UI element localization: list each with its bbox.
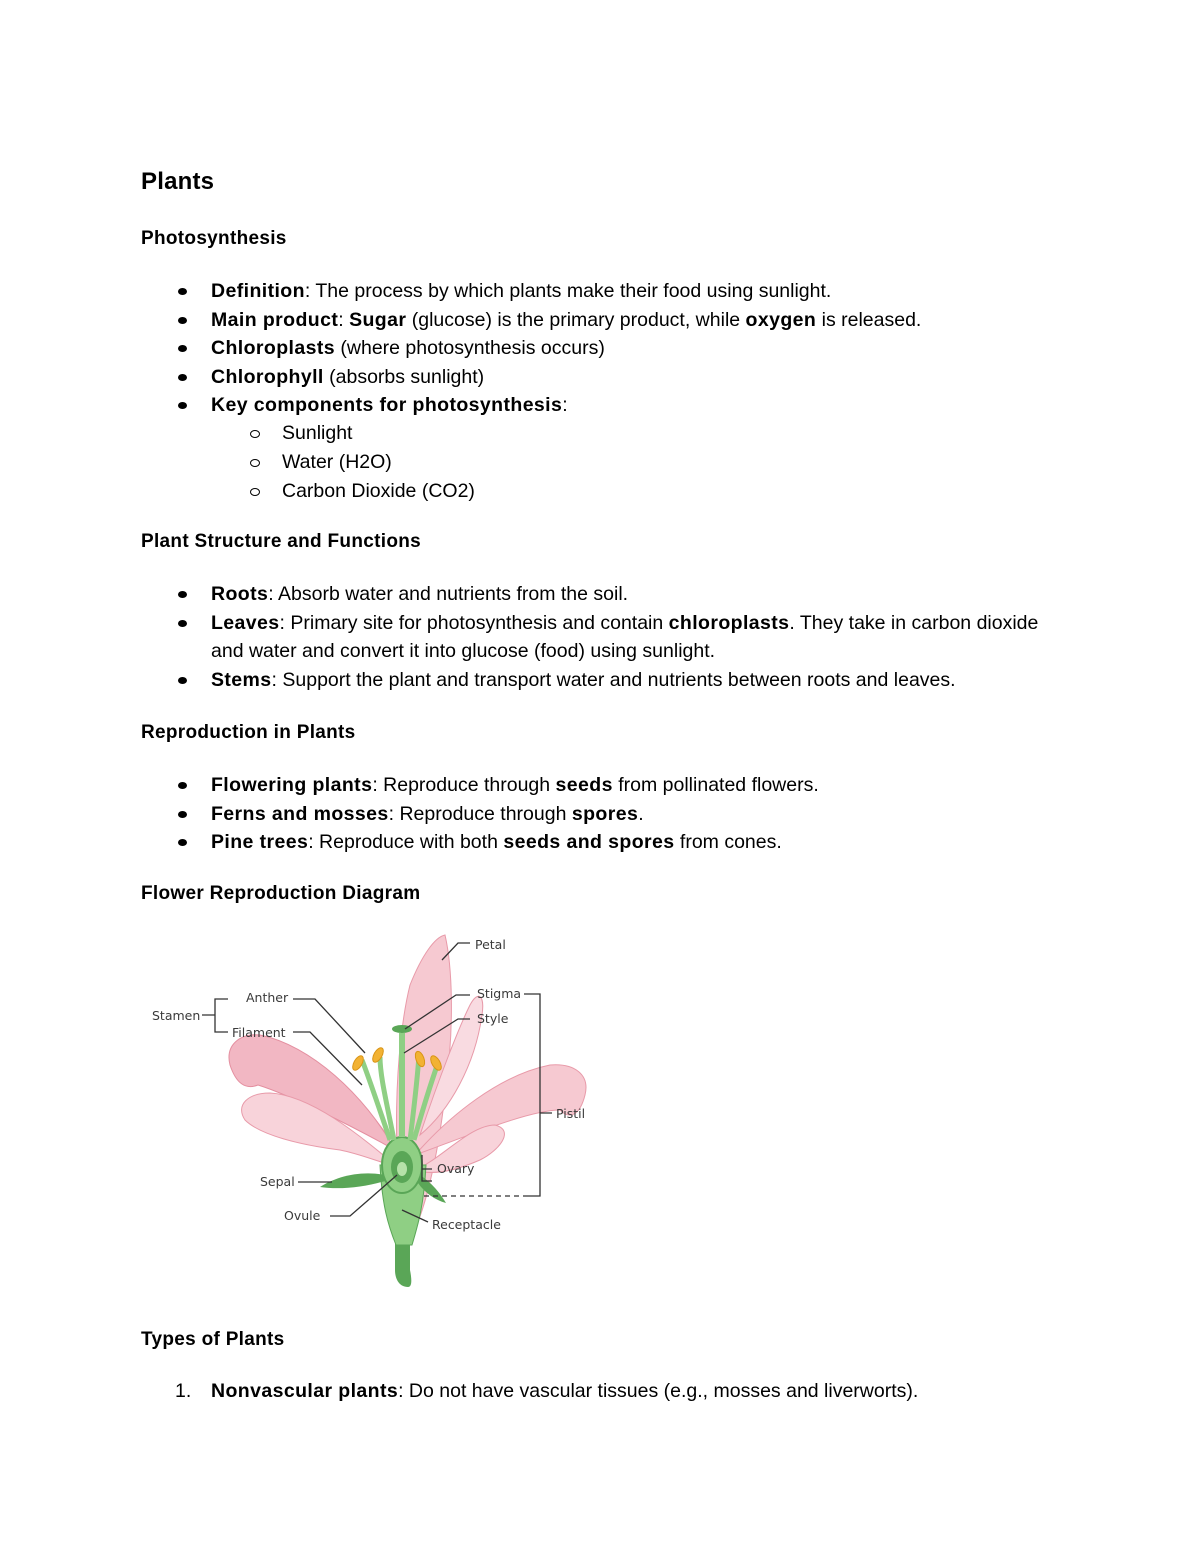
- diagram-heading: Flower Reproduction Diagram: [141, 883, 421, 904]
- label-ovary: Ovary: [437, 1161, 475, 1176]
- structure-heading: Plant Structure and Functions: [141, 531, 421, 552]
- label-stigma: Stigma: [477, 986, 522, 1001]
- anther-2: [371, 1046, 386, 1064]
- bullet-icon: [178, 374, 187, 381]
- bullet-icon: [178, 345, 187, 352]
- hollow-bullet-icon: [250, 459, 260, 467]
- list-item: Key components for photosynthesis:: [211, 391, 921, 420]
- structure-list: [211, 580, 1071, 694]
- reproduction-heading: Reproduction in Plants: [141, 722, 356, 743]
- list-item: Main product: Sugar (glucose) is the primary product, while oxygen is released.: [211, 306, 921, 335]
- list-item: Leaves: Primary site for photosynthesis and contain chloroplasts. They take in carbon dioxide and water and convert it into glucose (food) using sunlight.: [211, 609, 1071, 666]
- list-item: Chlorophyll (absorbs sunlight): [211, 363, 921, 392]
- photosynthesis-list: [211, 277, 921, 420]
- bullet-icon: [178, 288, 187, 295]
- flower-diagram: [140, 925, 600, 1297]
- bullet-icon: [178, 839, 187, 846]
- list-item: Roots: Absorb water and nutrients from the soil.: [211, 580, 1071, 609]
- list-item: Flowering plants: Reproduce through seeds from pollinated flowers.: [211, 771, 819, 800]
- label-style: Style: [477, 1011, 509, 1026]
- ovule-dot: [397, 1162, 407, 1176]
- sub-list-item: Water (H2O): [282, 448, 475, 477]
- anther-line: [293, 999, 365, 1053]
- types-list: [175, 1377, 919, 1406]
- label-stamen: Stamen: [152, 1008, 201, 1023]
- flower-illustration: [229, 935, 586, 1287]
- label-ovule: Ovule: [284, 1208, 321, 1223]
- bullet-icon: [178, 782, 187, 789]
- list-item: Chloroplasts (where photosynthesis occurs): [211, 334, 921, 363]
- bullet-icon: [178, 811, 187, 818]
- list-item: Definition: The process by which plants make their food using sunlight.: [211, 277, 921, 306]
- label-anther: Anther: [246, 990, 289, 1005]
- page-title: Plants: [141, 168, 215, 195]
- reproduction-list: [211, 771, 819, 857]
- bullet-icon: [178, 317, 187, 324]
- list-item: Stems: Support the plant and transport water and nutrients between roots and leaves.: [211, 666, 1071, 695]
- list-item: Ferns and mosses: Reproduce through spores.: [211, 800, 819, 829]
- photosynthesis-components-list: [282, 419, 475, 506]
- label-sepal: Sepal: [260, 1174, 295, 1189]
- stamen-bracket: [202, 999, 228, 1032]
- sepal-left: [320, 1173, 385, 1188]
- bullet-icon: [178, 402, 187, 409]
- sub-list-item: Sunlight: [282, 419, 475, 448]
- types-heading: Types of Plants: [141, 1329, 285, 1350]
- hollow-bullet-icon: [250, 430, 260, 438]
- label-pistil: Pistil: [556, 1106, 586, 1121]
- list-item: 1. Nonvascular plants: Do not have vascular tissues (e.g., mosses and liverworts).: [175, 1380, 919, 1402]
- bullet-icon: [178, 591, 187, 598]
- bullet-icon: [178, 620, 187, 627]
- hollow-bullet-icon: [250, 488, 260, 496]
- label-filament: Filament: [232, 1025, 286, 1040]
- list-item: Pine trees: Reproduce with both seeds and spores from cones.: [211, 828, 819, 857]
- label-receptacle: Receptacle: [432, 1217, 501, 1232]
- sub-list-item: Carbon Dioxide (CO2): [282, 477, 475, 506]
- label-petal: Petal: [475, 937, 506, 952]
- bullet-icon: [178, 677, 187, 684]
- photosynthesis-heading: Photosynthesis: [141, 228, 287, 249]
